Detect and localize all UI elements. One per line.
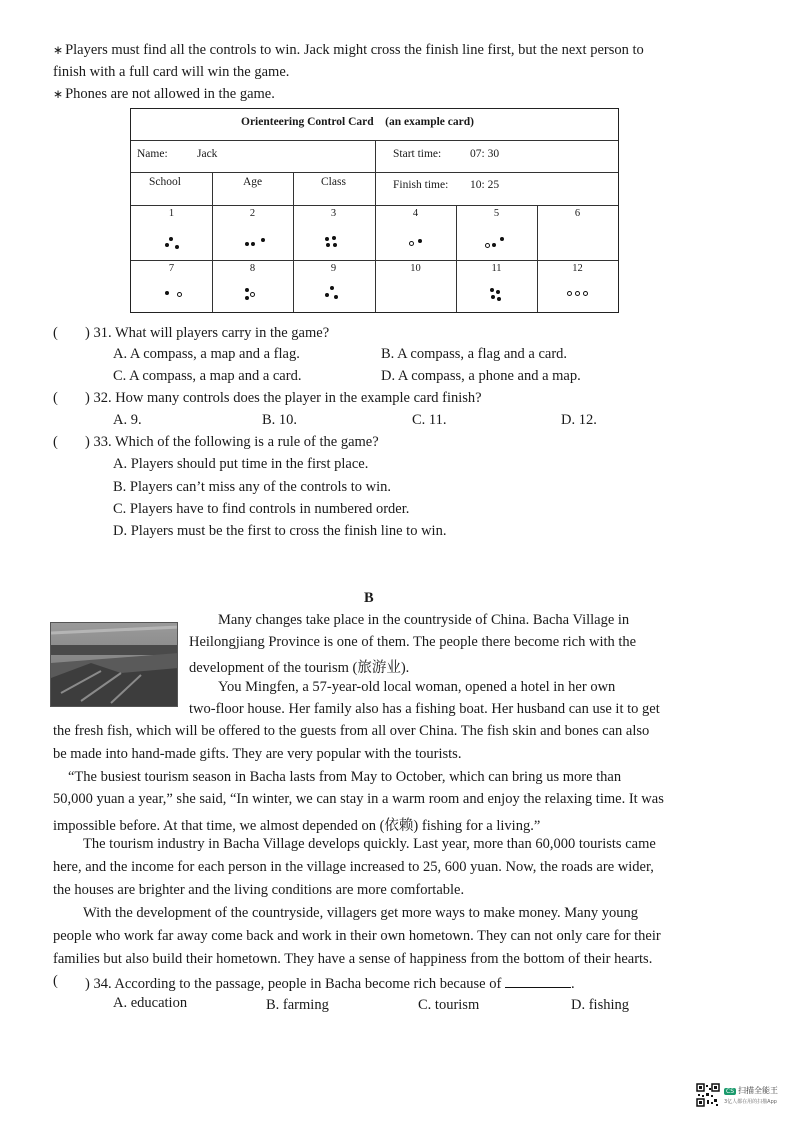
rule-1: ∗ Players must find all the controls to win. Jack might cross the finish line first, but the next person to bbox=[53, 42, 644, 58]
school-label: School bbox=[149, 176, 181, 188]
control-2-number: 2 bbox=[249, 208, 256, 219]
section-heading: B bbox=[364, 590, 374, 606]
q31-paren: ( bbox=[53, 325, 58, 341]
passage-line-12: here, and the income for each person in the village increased to 25, 600 yuan. Now, the roads are wider, bbox=[53, 859, 654, 875]
control-11-number: 11 bbox=[491, 263, 502, 274]
name-value: Jack bbox=[197, 148, 218, 160]
rule-2: ∗ Phones are not allowed in the game. bbox=[53, 86, 275, 102]
start-time-label: Start time: bbox=[393, 148, 442, 160]
q33-stem: ) 33. Which of the following is a rule of the game? bbox=[85, 434, 379, 450]
control-4-number: 4 bbox=[412, 208, 419, 219]
name-label: Name: bbox=[137, 148, 168, 160]
q32-paren: ( bbox=[53, 390, 58, 406]
asterisk-icon: ∗ bbox=[53, 43, 64, 57]
q31-stem: ) 31. What will players carry in the game? bbox=[85, 325, 330, 341]
control-3-punch bbox=[323, 233, 363, 251]
passage-line-11: The tourism industry in Bacha Village develops quickly. Last year, more than 60,000 tourists came bbox=[83, 836, 656, 852]
passage-line-5: two-floor house. Her family also has a fishing boat. Her husband can use it to get bbox=[189, 701, 660, 717]
control-11-punch bbox=[488, 285, 528, 303]
passage-line-2: Heilongjiang Province is one of them. The people there become rich with the bbox=[189, 634, 637, 650]
qr-code-icon bbox=[696, 1083, 720, 1107]
class-label: Class bbox=[321, 176, 346, 188]
q34-stem: ) 34. According to the passage, people in Bacha become rich because of . bbox=[85, 973, 575, 993]
scanner-tagline: 3亿人都在用的扫描App bbox=[724, 1099, 777, 1105]
scanner-brand: CS 扫描全能王 bbox=[726, 1086, 778, 1095]
q32-option-d: D. 12. bbox=[561, 412, 597, 428]
q31-option-b: B. A compass, a flag and a card. bbox=[381, 346, 568, 362]
q31-option-a: A. A compass, a map and a flag. bbox=[113, 346, 300, 362]
control-5-number: 5 bbox=[493, 208, 500, 219]
passage-line-10: impossible before. At that time, we almost depended on (依赖) fishing for a living.” bbox=[53, 818, 541, 834]
q32-stem: ) 32. How many controls does the player in the example card finish? bbox=[85, 390, 482, 406]
control-8-number: 8 bbox=[249, 263, 256, 274]
control-10-number: 10 bbox=[410, 263, 421, 274]
orienteering-control-card bbox=[130, 108, 619, 313]
q32-option-b: B. 10. bbox=[262, 412, 298, 428]
finish-time-value: 10: 25 bbox=[470, 179, 500, 191]
control-9-number: 9 bbox=[330, 263, 337, 274]
passage-line-8: “The busiest tourism season in Bacha lasts from May to October, which can bring us more than bbox=[68, 769, 622, 785]
passage-line-13: the houses are brighter and the living conditions are more comfortable. bbox=[53, 882, 465, 898]
control-7-number: 7 bbox=[168, 263, 175, 274]
passage-line-3: development of the tourism (旅游业). bbox=[189, 660, 410, 676]
control-12-number: 12 bbox=[572, 263, 583, 274]
control-3-number: 3 bbox=[330, 208, 337, 219]
q33-paren: ( bbox=[53, 434, 58, 450]
passage-line-6: the fresh fish, which will be offered to the guests from all over China. The fish skin and bones can also bbox=[53, 723, 650, 739]
answer-blank bbox=[505, 973, 571, 988]
asterisk-icon: ∗ bbox=[53, 87, 64, 101]
q33-option-b: B. Players can’t miss any of the controls to win. bbox=[113, 479, 392, 495]
passage-line-7: be made into hand-made gifts. They are very popular with the tourists. bbox=[53, 746, 462, 762]
q34-option-c: C. tourism bbox=[418, 997, 480, 1013]
control-6-number: 6 bbox=[574, 208, 581, 219]
control-1-number: 1 bbox=[168, 208, 175, 219]
passage-line-16: families but also build their hometown. They have a sense of happiness from the bottom of their hearts. bbox=[53, 951, 653, 967]
control-5-punch bbox=[483, 234, 523, 252]
start-time-value: 07: 30 bbox=[470, 148, 500, 160]
rule-1-cont: finish with a full card will win the game. bbox=[53, 64, 290, 80]
passage-line-1: Many changes take place in the countryside of China. Bacha Village in bbox=[218, 612, 630, 628]
control-9-punch bbox=[323, 284, 363, 302]
q34-option-a: A. education bbox=[113, 995, 188, 1011]
control-8-punch bbox=[243, 285, 283, 303]
passage-line-9: 50,000 yuan a year,” she said, “In winter, we can stay in a warm room and enjoy the relaxing time. It was bbox=[53, 791, 664, 807]
q31-option-d: D. A compass, a phone and a map. bbox=[381, 368, 581, 384]
control-12-punch bbox=[565, 288, 605, 306]
passage-line-4: You Mingfen, a 57-year-old local woman, opened a hotel in her own bbox=[218, 679, 616, 695]
control-4-punch bbox=[405, 234, 445, 252]
card-title: Orienteering Control Card (an example card) bbox=[241, 116, 474, 128]
passage-line-15: people who work far away come back and work in their own hometown. They can not only care for their bbox=[53, 928, 661, 944]
age-label: Age bbox=[243, 176, 263, 188]
control-1-punch bbox=[163, 234, 203, 252]
q33-option-c: C. Players have to find controls in numbered order. bbox=[113, 501, 410, 517]
control-7-punch bbox=[163, 287, 203, 305]
q34-option-d: D. fishing bbox=[571, 997, 629, 1013]
q31-option-c: C. A compass, a map and a card. bbox=[113, 368, 302, 384]
q32-option-a: A. 9. bbox=[113, 412, 142, 428]
passage-line-14: With the development of the countryside, villagers get more ways to make money. Many young bbox=[83, 905, 638, 921]
q33-option-d: D. Players must be the first to cross the finish line to win. bbox=[113, 523, 447, 539]
finish-time-label: Finish time: bbox=[393, 179, 449, 191]
q34-option-b: B. farming bbox=[266, 997, 329, 1013]
q32-option-c: C. 11. bbox=[412, 412, 447, 428]
scanner-logo-icon: CS bbox=[726, 1088, 734, 1095]
village-photo bbox=[50, 622, 178, 707]
q33-option-a: A. Players should put time in the first place. bbox=[113, 456, 369, 472]
q34-paren: ( bbox=[53, 973, 58, 989]
control-2-punch bbox=[241, 234, 281, 252]
